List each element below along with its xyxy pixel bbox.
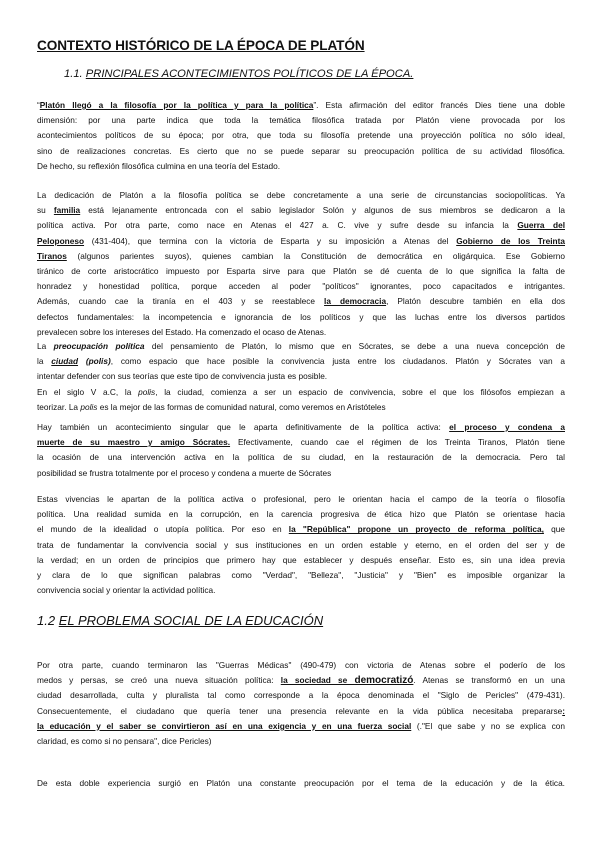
section-number: 1.2 (37, 613, 56, 628)
text: medos y persas, se creó una nueva situación política: (37, 675, 281, 686)
quote-mark: “ (37, 100, 40, 110)
emphasis: el proceso y condena a (449, 422, 565, 432)
section-title: PRINCIPALES ACONTECIMIENTOS POLÍTICOS DE LA ÉPOCA. (85, 68, 414, 80)
text-line: honradez y honestidad política, porque acceden al poder "políticos" ignorantes, poco capacitados e intrigantes. (37, 281, 565, 292)
text-line (37, 234, 565, 249)
text: su (37, 205, 54, 216)
emphasis: polis (138, 386, 156, 397)
emphasis: la "República" propone un proyecto de reforma política, (288, 524, 544, 535)
text: (."El que sabe y no se explica con (411, 720, 565, 731)
paragraph-1 (37, 98, 565, 174)
text-line: De esta doble experiencia surgió en Platón una constante preocupación por el tema de la educación y de la ética. (37, 778, 565, 788)
text-line: ciudad desarrollada, culta y pluralista tal como corresponde a la época denominada el "Siglo de Pericles" (479-431). (37, 690, 565, 701)
paragraph-4 (37, 420, 565, 481)
emphasis: Guerra del (517, 220, 565, 231)
emphasis: ciudad (51, 356, 79, 367)
text-line (37, 218, 565, 233)
text-line (37, 385, 565, 400)
emphasis: (polis) (78, 356, 111, 367)
text: La (37, 341, 54, 351)
emphasis: Gobierno de los Treinta (456, 235, 566, 246)
text: el mundo de la idealidad o utopía política. Por eso en (37, 524, 289, 535)
text: política activa. Por otra parte, como nace en Atenas el 427 a. C. vive y sufre desde su infancia la (37, 220, 518, 231)
emphasis: preocupación política (53, 341, 145, 351)
text: Hay también un acontecimiento singular que le aparta definitivamente de la política activa: (37, 422, 450, 432)
text-line: la ocasión de una intervención activa en la política de su ciudad, en la restauración de la democracia. Pero tal (37, 452, 565, 463)
emphasis: Peloponeso (37, 235, 85, 246)
text-line: política. Una realidad sumida en la corrupción, en la carencia progresiva de ética hizo que Platón se orientase hacia (37, 509, 565, 520)
paragraph-7 (37, 776, 565, 791)
text-line (37, 522, 565, 537)
text-line (37, 203, 565, 218)
text-line: y clara de lo que significan palabras como "Verdad", "Belleza", "Justicia" y "Bien" es imposible organizar la (37, 569, 565, 580)
text-line (37, 339, 565, 354)
quote-mark: ” (313, 100, 317, 110)
paragraph-6 (37, 658, 565, 749)
text: (431-404), que termina con la victoria de Esparta y su imposición a Atenas del (84, 235, 457, 246)
text-line: La dedicación de Platón a la filosofía política se debe concretamente a una serie de circunstancias sociopolíticas. Ya (37, 190, 565, 200)
text-line: intentar defender con sus teorías que este tipo de convivencia justa es posible. (37, 371, 328, 382)
text-line: prevalecen sobre los intereses del Estado. Ha comenzado el ocaso de Atenas. (37, 326, 327, 337)
text: , como espacio que hace posible la convivencia justa entre los ciudadanos. Platón y Sócrates van a (110, 356, 565, 367)
text: que (543, 524, 565, 535)
emphasis: familia (53, 205, 81, 216)
text: (algunos parientes suyos), quienes cambian la Constitución de democrática en oligárquica. Ese Gobierno (66, 250, 565, 261)
text-line: trata de fundamentar la convivencia social y sus instituciones en un orden estable y eterno, en el orden del ser y de (37, 539, 565, 550)
text-line (37, 435, 565, 450)
text: Efectivamente, cuando cae el régimen de los Treinta Tiranos, Platón tiene (230, 437, 565, 448)
text: . Esta afirmación del editor francés Dies tiene una doble (316, 100, 565, 110)
text-line (37, 704, 565, 719)
text-line (37, 400, 565, 415)
text-line: Por otra parte, cuando terminaron las "Guerras Médicas" (490-479) con victoria de Atenas sobre el poderío de los (37, 660, 565, 670)
section-heading-2 (37, 613, 323, 628)
text: es la mejor de las formas de comunidad natural, como veremos en Aristóteles (97, 401, 386, 412)
text: En el siglo V a.C, la (37, 386, 139, 397)
text-line: dimensión: por una parte indica que toda la temática filosófica tratada por Platón viene provocada por los (37, 115, 565, 126)
text-line: Estas vivencias le apartan de la política activa o profesional, pero le orientan hacia el campo de la teoría o filosofía (37, 494, 565, 504)
paragraph-3 (37, 339, 565, 415)
text-line: defectos fundamentales: la incompetencia e ignorancia de los políticos y que las luchas entre los diversos partidos (37, 311, 565, 322)
text: , la ciudad, comienza a ser un espacio de convivencia, sobre el que los filósofos empiezan a (155, 386, 565, 397)
emphasis: Tiranos (37, 250, 67, 261)
text: , Platón descubre también en ella dos (386, 296, 565, 307)
paragraph-5 (37, 492, 565, 598)
text: del pensamiento de Platón, lo mismo que en Sócrates, se debe a una nueva concepción de (144, 341, 565, 351)
emphasis: polis (80, 401, 98, 412)
text-line (37, 249, 565, 264)
text-line: posibilidad se frustra totalmente por el proceso y condena a muerte de Sócrates (37, 467, 332, 478)
text: . Atenas se transformó en un una (413, 675, 565, 686)
text-line: claridad, es como si no pensara", dice Pericles) (37, 735, 212, 746)
text-line (37, 98, 565, 113)
emphasis: : (562, 705, 565, 716)
text-line: la verdad; en un orden de principios que primero hay que establecer y después enseñar. Esto es, sin una idea previa (37, 554, 565, 565)
section-title: EL PROBLEMA SOCIAL DE LA EDUCACIÓN (58, 613, 324, 628)
text: Además, cuando cae la tiranía en el 403 y se reestablece (37, 296, 325, 307)
emphasis: la educación y el saber se convirtieron así en una exigencia y en una fuerza social (37, 720, 412, 731)
text-line: De hecho, su reflexión filosófica culmina en una teoría del Estado. (37, 160, 281, 171)
paragraph-2 (37, 188, 565, 340)
text-line (37, 354, 565, 369)
text-line: acontecimientos políticos de su época; por otra, que toda su filosofía pretende una proyección política no sólo ideal, (37, 130, 565, 141)
quote-text: Platón llegó a la filosofía por la política y para la política (39, 100, 314, 110)
text-line (37, 420, 565, 435)
text: Consecuentemente, el ciudadano que quería tener una presencia relevante en la vida pública necesitaba prepararse (37, 705, 563, 716)
page-title: CONTEXTO HISTÓRICO DE LA ÉPOCA DE PLATÓN (37, 38, 365, 53)
text-line (37, 719, 565, 734)
text-line: tiránico de corte aristocrático impuesto por Esparta sirve para que Platón se dé cuenta de lo que significa la falta de (37, 265, 565, 276)
emphasis: democratizó (354, 675, 414, 687)
text-line: convivencia social y orientar la actividad política. (37, 585, 216, 596)
text: teorizar. La (37, 401, 81, 412)
text-line (37, 294, 565, 309)
emphasis: la sociedad se (280, 675, 355, 686)
text-line: sino de realizaciones concretas. Es cierto que no se puede separar su preocupación política de su actividad filosófica. (37, 145, 565, 156)
section-number: 1.1. (64, 68, 83, 80)
emphasis: la democracia (324, 296, 387, 307)
emphasis: muerte de su maestro y amigo Sócrates. (37, 437, 231, 448)
text: la (37, 356, 52, 367)
text-line (37, 673, 565, 688)
section-heading-1 (64, 68, 413, 80)
text: está lejanamente entroncada con el sabio legislador Solón y algunos de sus miembros se dedicaron a la (80, 205, 565, 216)
